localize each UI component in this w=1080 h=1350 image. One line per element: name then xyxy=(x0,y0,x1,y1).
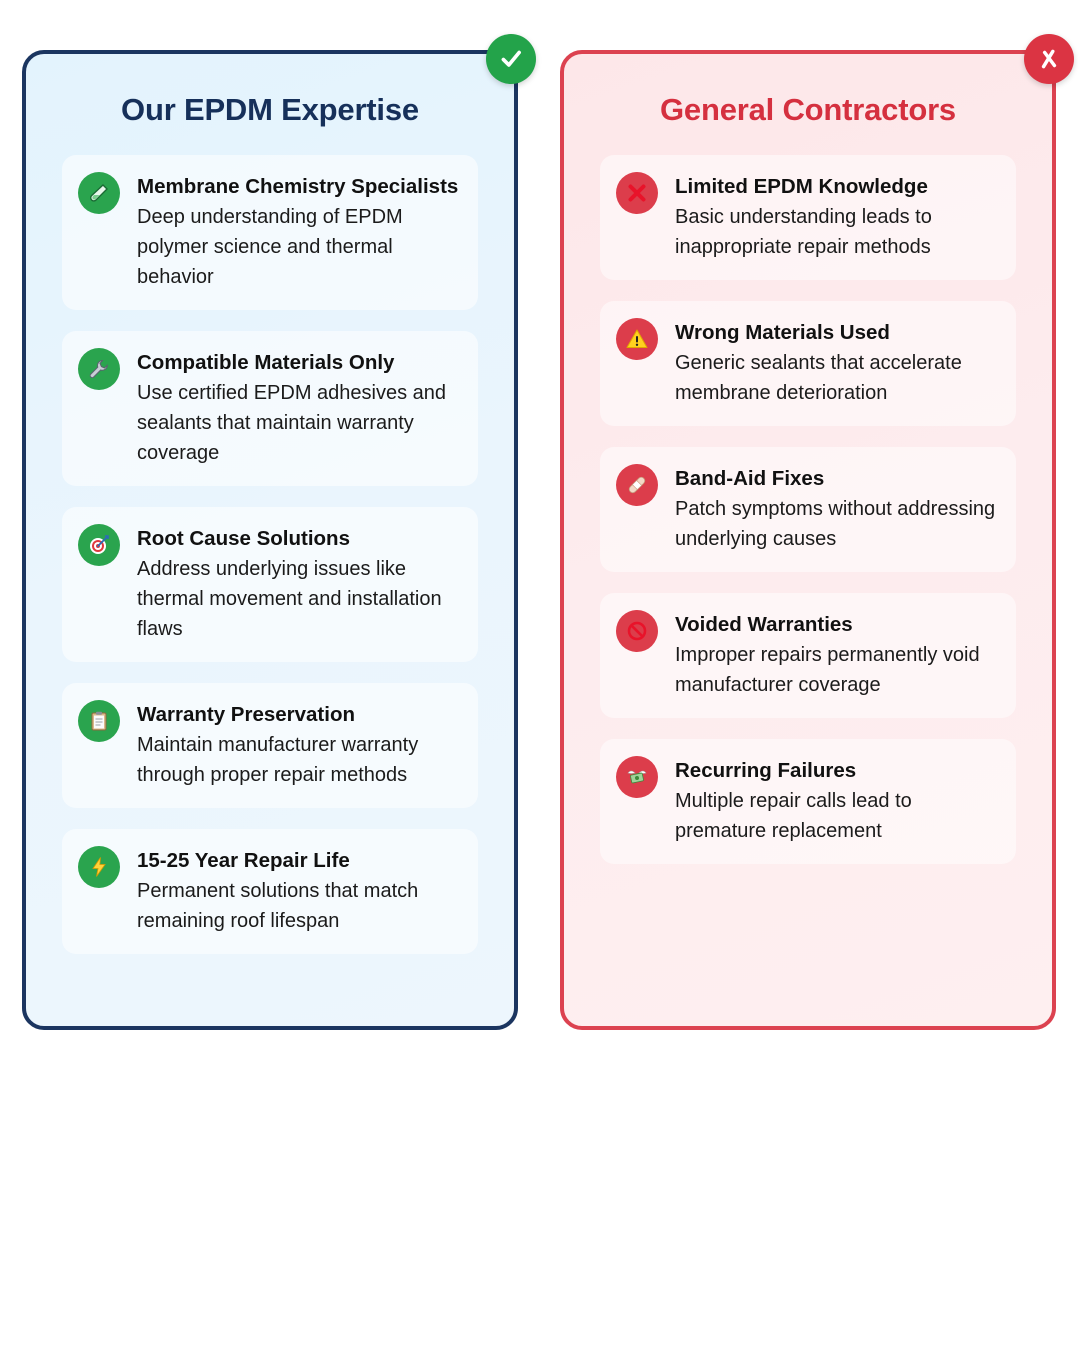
item-title: Limited EPDM Knowledge xyxy=(675,175,928,198)
item-desc: Maintain manufacturer warranty through proper repair methods xyxy=(137,734,419,786)
item-desc: Address underlying issues like thermal movement and installation flaws xyxy=(137,558,442,640)
item-desc: Use certified EPDM adhesives and sealants that maintain warranty coverage xyxy=(137,382,447,464)
test-tube-icon xyxy=(78,172,120,214)
item-title: Voided Warranties xyxy=(675,613,853,636)
item-desc: Generic sealants that accelerate membrane deterioration xyxy=(675,352,962,404)
list-item xyxy=(62,829,478,954)
item-title: 15-25 Year Repair Life xyxy=(137,849,350,872)
target-icon xyxy=(78,524,120,566)
expertise-card xyxy=(22,50,518,1030)
contractors-title: General Contractors xyxy=(660,92,956,127)
list-item xyxy=(62,683,478,808)
list-item xyxy=(62,507,478,662)
clipboard-icon xyxy=(78,700,120,742)
item-title: Root Cause Solutions xyxy=(137,527,350,550)
contractors-list xyxy=(600,155,1016,885)
bandage-icon xyxy=(616,464,658,506)
list-item xyxy=(600,301,1016,426)
money-wings-icon xyxy=(616,756,658,798)
list-item xyxy=(62,155,478,310)
check-icon xyxy=(486,34,536,84)
list-item xyxy=(600,155,1016,280)
warning-icon xyxy=(616,318,658,360)
prohibited-icon xyxy=(616,610,658,652)
item-title: Band-Aid Fixes xyxy=(675,467,825,490)
wrench-icon xyxy=(78,348,120,390)
item-title: Membrane Chemistry Specialists xyxy=(137,175,459,198)
list-item xyxy=(600,739,1016,864)
item-desc: Basic understanding leads to inappropriate repair methods xyxy=(675,206,932,258)
item-desc: Patch symptoms without addressing underlying causes xyxy=(675,498,996,550)
item-title: Wrong Materials Used xyxy=(675,321,890,344)
list-item xyxy=(600,593,1016,718)
contractors-card xyxy=(560,50,1056,1030)
item-title: Warranty Preservation xyxy=(137,703,355,726)
expertise-title: Our EPDM Expertise xyxy=(121,92,419,127)
lightning-icon xyxy=(78,846,120,888)
item-title: Compatible Materials Only xyxy=(137,351,395,374)
expertise-list xyxy=(62,155,478,975)
list-item xyxy=(62,331,478,486)
cross-mark-icon xyxy=(616,172,658,214)
item-desc: Improper repairs permanently void manufacturer coverage xyxy=(675,644,980,696)
x-icon xyxy=(1024,34,1074,84)
list-item xyxy=(600,447,1016,572)
item-title: Recurring Failures xyxy=(675,759,857,782)
item-desc: Multiple repair calls lead to premature replacement xyxy=(675,790,912,842)
item-desc: Permanent solutions that match remaining roof lifespan xyxy=(137,880,419,932)
item-desc: Deep understanding of EPDM polymer science and thermal behavior xyxy=(137,206,403,288)
